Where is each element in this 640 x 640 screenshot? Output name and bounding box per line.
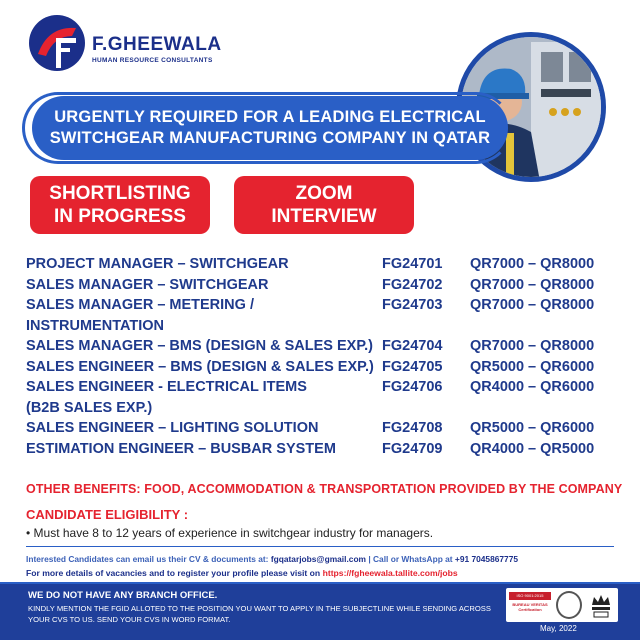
- job-row: [26, 336, 616, 357]
- certification-badges: [506, 588, 618, 622]
- job-salary: QR4000 – QR5000: [470, 440, 595, 457]
- brand-name: F.GHEEWALA: [92, 34, 222, 55]
- job-code: [382, 316, 470, 337]
- date-label: May, 2022: [540, 624, 577, 633]
- job-list: [26, 254, 616, 459]
- job-row: [26, 377, 616, 398]
- contact-line-2: [26, 568, 458, 578]
- job-row: [26, 275, 616, 296]
- job-salary: QR5000 – QR6000: [470, 358, 595, 375]
- shortlisting-badge-line-1: SHORTLISTING: [49, 183, 191, 204]
- job-title: SALES MANAGER – BMS (DESIGN & SALES EXP.): [26, 338, 373, 354]
- jobs-portal-link[interactable]: https://fgheewala.tallite.com/jobs: [322, 568, 458, 578]
- job-title: SALES ENGINEER – BMS (DESIGN & SALES EXP.): [26, 358, 374, 375]
- job-title: (B2B SALES EXP.): [26, 399, 153, 416]
- job-code: FG24702: [382, 276, 443, 293]
- contact-visit-text: For more details of vacancies and to register your profile please visit on: [26, 568, 321, 578]
- job-row: [26, 357, 616, 378]
- eligibility-item: [26, 526, 433, 540]
- footer-note: KINDLY MENTION THE FGID ALLOTED TO THE POSITION YOU WANT TO APPLY IN THE SUBJECTLINE WHILE SENDING ACROSS YOUR CVS TO US. SEND YOUR CVS IN WORD FORMAT.: [28, 604, 491, 624]
- job-code: FG24708: [382, 420, 443, 436]
- job-code: [382, 398, 470, 419]
- shortlisting-badge: [30, 176, 210, 234]
- job-salary: QR7000 – QR8000: [470, 256, 595, 272]
- headline-line-2: SWITCHGEAR MANUFACTURING COMPANY IN QATAR: [49, 129, 491, 147]
- eligibility-item-text: Must have 8 to 12 years of experience in switchgear industry for managers.: [33, 526, 434, 540]
- job-code: FG24709: [382, 440, 443, 457]
- benefits-text: OTHER BENEFITS: FOOD, ACCOMMODATION & TRANSPORTATION PROVIDED BY THE COMPANY: [26, 482, 623, 496]
- shortlisting-badge-line-2: IN PROGRESS: [54, 206, 186, 227]
- job-title: PROJECT MANAGER – SWITCHGEAR: [26, 256, 289, 272]
- company-logo: [28, 14, 86, 72]
- job-code: FG24704: [382, 338, 443, 354]
- job-salary: [470, 398, 616, 419]
- job-row: [26, 398, 616, 419]
- job-title: ESTIMATION ENGINEER – BUSBAR SYSTEM: [26, 440, 336, 457]
- job-title: SALES MANAGER – METERING /: [26, 297, 254, 313]
- contact-line-1: [26, 554, 518, 564]
- job-title: SALES ENGINEER – LIGHTING SOLUTION: [26, 420, 319, 436]
- job-code: FG24703: [382, 297, 443, 313]
- job-salary: QR7000 – QR8000: [470, 276, 595, 293]
- brand: [92, 34, 222, 64]
- zoom-interview-badge-line-1: ZOOM: [295, 183, 353, 204]
- job-salary: [470, 316, 616, 337]
- job-row: [26, 418, 616, 439]
- job-title: SALES ENGINEER - ELECTRICAL ITEMS: [26, 379, 307, 395]
- job-salary: QR7000 – QR8000: [470, 338, 595, 354]
- job-row: [26, 439, 616, 460]
- zoom-interview-badge-line-2: INTERVIEW: [271, 206, 377, 227]
- job-title: SALES MANAGER – SWITCHGEAR: [26, 276, 269, 293]
- bureau-veritas-label: BUREAU VERITAS Certification: [512, 602, 548, 612]
- ukas-crown-icon: [588, 591, 614, 619]
- footer-title: WE DO NOT HAVE ANY BRANCH OFFICE.: [28, 590, 218, 601]
- headline-banner: [32, 96, 508, 160]
- divider: [26, 546, 614, 547]
- contact-call-label: | Call or WhatsApp at: [368, 554, 453, 564]
- contact-phone[interactable]: +91 7045867775: [454, 554, 519, 564]
- contact-intro: Interested Candidates can email us their CV & documents at:: [26, 554, 269, 564]
- job-code: FG24706: [382, 379, 443, 395]
- job-row: [26, 254, 616, 275]
- iso-label: ISO 9001:2015: [509, 592, 551, 600]
- job-row: [26, 295, 616, 316]
- bullet-icon: •: [26, 526, 31, 540]
- headline-line-1: URGENTLY REQUIRED FOR A LEADING ELECTRICAL: [54, 108, 486, 126]
- brand-subtitle: HUMAN RESOURCE CONSULTANTS: [92, 57, 213, 64]
- eligibility-title: CANDIDATE ELIGIBILITY :: [26, 507, 189, 522]
- job-code: FG24701: [382, 256, 443, 272]
- contact-email-link[interactable]: fgqatarjobs@gmail.com: [270, 554, 367, 564]
- bureau-veritas-seal-icon: [556, 591, 582, 619]
- job-salary: QR7000 – QR8000: [470, 297, 595, 313]
- job-salary: QR4000 – QR6000: [470, 379, 595, 395]
- zoom-interview-badge: [234, 176, 414, 234]
- job-salary: QR5000 – QR6000: [470, 420, 595, 436]
- job-row: [26, 316, 616, 337]
- job-title: INSTRUMENTATION: [26, 317, 165, 334]
- job-code: FG24705: [382, 358, 443, 375]
